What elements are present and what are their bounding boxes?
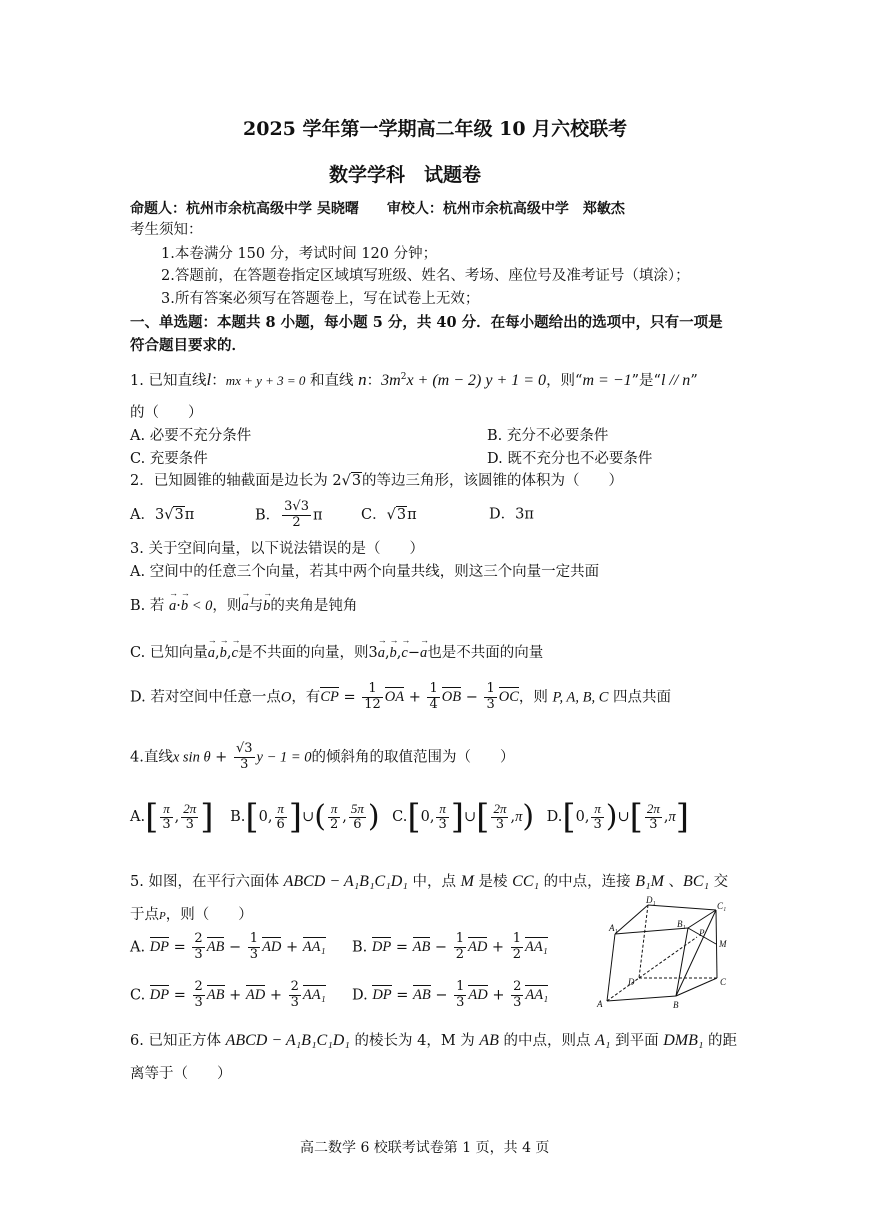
bracket-left: [ (145, 797, 159, 837)
q5-d-dp: DP (372, 987, 392, 1004)
q3-b-prefix: B. 若 (130, 598, 169, 614)
q2-c-root: 3 (396, 506, 407, 523)
bracket-right: ] (200, 797, 214, 837)
q5-b-f2 (511, 932, 523, 963)
q4-frac-den: 3 (240, 756, 249, 772)
q4-d-label: D. (546, 809, 563, 825)
q4-b-f3-den: 6 (353, 816, 362, 832)
paren-right: ) (605, 799, 618, 834)
q3-option-a[interactable]: A. 空间中的任意三个向量，若其中两个向量共线，则这三个向量一定共面 (130, 564, 600, 580)
q5-d-f1 (454, 980, 466, 1011)
q1-option-d[interactable]: D. 既不充分也不必要条件 (487, 451, 653, 467)
q4-c-f1-den: 3 (438, 816, 447, 832)
q5-a-label: A. (130, 939, 146, 956)
q5-body: ABCD − A₁B₁C₁D₁ (283, 873, 408, 890)
q3-d-end: 四点共面 (608, 689, 672, 706)
q4-options (130, 797, 690, 837)
paren-right: ) (367, 799, 380, 834)
q3-option-c[interactable]: C. 已知向量a →,b →,c →是不共面的向量，则3a →,b →,c →−a →也是不共面的向量 (130, 645, 543, 662)
q4-c-label: C. (392, 809, 408, 825)
q2-b-num: 3√3 (284, 499, 309, 514)
q2-c-pi: π (407, 506, 417, 523)
q5-b-minus: − (430, 939, 452, 956)
q4-a-f2-den: 3 (185, 816, 194, 832)
q2-option-b[interactable] (255, 500, 361, 531)
paren-right: ) (522, 799, 535, 834)
q4-b-f1-den: 6 (276, 816, 285, 832)
edge-c-c1 (716, 910, 717, 978)
q3-c-vec-c: c → (232, 645, 238, 662)
q5-b-ab: AB (412, 939, 431, 956)
q4-frac (234, 742, 255, 773)
q5-c-aa1: AA₁ (302, 987, 326, 1004)
q3-b-mid: ，则 (212, 598, 242, 614)
q5-c-f2 (289, 980, 301, 1011)
q3-b-vec-b2: b → (263, 598, 270, 615)
q3-d-eq: = (338, 689, 361, 706)
q5-c-f1-den: 3 (194, 994, 203, 1010)
q5-f: 交 (709, 874, 729, 890)
q3-c-prefix: C. 已知向量 (130, 645, 208, 661)
q4-b-f2-den: 2 (329, 816, 339, 832)
q4-c-f2-num: 2π (493, 800, 507, 816)
q5-a-dp: DP (149, 939, 170, 956)
q5-a-f1-den: 3 (194, 946, 203, 962)
q1-option-b[interactable]: B. 充分不必要条件 (487, 428, 609, 444)
q5-c-ab: AB (206, 987, 225, 1004)
paren-left: ( (314, 799, 326, 834)
union-icon: ∪ (302, 809, 315, 825)
q6-stem-cont: 离等于（ ） (130, 1066, 232, 1082)
notice-heading: 考生须知： (130, 222, 203, 238)
q2-stem-b: 的等边三角形，该圆锥的体积为（ ） (362, 473, 624, 489)
q1-option-a[interactable]: A. 必要不充分条件 (130, 428, 252, 444)
edge-b-b1 (676, 928, 688, 996)
q5-c-f1-num: 2 (194, 979, 203, 994)
q1-stem-tail: 的（ ） (130, 405, 203, 421)
q3-c-vec-b2: b → (390, 645, 397, 662)
q5-a-plus: + (281, 939, 303, 956)
q4-c-comma: , (429, 809, 435, 825)
q5-d-eq: = (391, 987, 414, 1004)
q5-stem (130, 872, 728, 891)
sqrt-icon: √ (341, 473, 351, 489)
q4-c-f1-num: π (436, 802, 448, 818)
union-icon: ∪ (617, 809, 630, 825)
label-p: P (699, 928, 705, 938)
q5-c-f2-num: 2 (290, 979, 299, 994)
q3-d-points: P, A, B, C (552, 689, 609, 706)
q5-a-eq: = (169, 939, 191, 956)
q3-d-then: ，则 (518, 689, 553, 706)
q3-d-plus: + (404, 689, 426, 706)
q4-d-f1-num: π (591, 802, 603, 818)
q3-d-f2-num: 1 (429, 681, 438, 696)
label-b1: B₁ (677, 919, 686, 929)
q5-option-c[interactable] (130, 980, 326, 1011)
q1-eq2-a: 3m (381, 372, 401, 389)
q3-d-has: ，有 (291, 689, 321, 706)
q3-c-tail: 也是不共面的向量 (427, 645, 544, 661)
page-footer: 高二数学 6 校联考试卷第 1 页，共 4 页 (300, 1140, 550, 1156)
q5-a-ab: AB (206, 939, 225, 956)
label-a: A (597, 999, 603, 1009)
q5-b-plus: + (487, 939, 509, 956)
exam-title: 2025 学年第一学期高二年级 10 月六校联考 (243, 118, 628, 140)
q3-d-f1-den: 12 (364, 696, 381, 712)
q3-d-oc: OC (498, 689, 519, 706)
q5-option-b[interactable] (352, 932, 548, 963)
q3-b-dot: · (176, 598, 181, 614)
bracket-left: [ (245, 797, 259, 837)
q5-d-aa1: AA₁ (525, 987, 549, 1004)
q5-e: 、 (663, 874, 684, 890)
q1-eq1: mx + y + 3 = 0 (225, 373, 306, 388)
q4-plus: + (210, 749, 232, 766)
q4-d-f1 (591, 802, 603, 833)
q4-d-f1-den: 3 (593, 816, 602, 832)
notice-item-2: 2.答题前，在答题卷指定区域填写班级、姓名、考场、座位号及准考证号（填涂）； (161, 268, 690, 284)
q4-a-label: A. (130, 809, 146, 825)
q4-c-zero: 0 (420, 809, 430, 825)
q2-a-root: 3 (174, 506, 184, 523)
q5-d-f2-num: 2 (513, 979, 522, 994)
q5-d-f2-den: 3 (513, 994, 522, 1010)
q5-b-f1-den: 2 (455, 946, 464, 962)
q3-b-lt: < 0 (188, 598, 213, 614)
q4-d-comma: , (584, 809, 590, 825)
q5-bc1: BC₁ (683, 873, 710, 890)
q2-option-c[interactable] (361, 507, 489, 524)
q5-point-m: M (460, 873, 474, 890)
q4-d-comma-2: , (663, 809, 669, 825)
q5-c-label: C. (130, 987, 146, 1004)
q3-stem: 3. 关于空间向量，以下说法错误的是（ ） (130, 541, 424, 557)
q5-a-f2-num: 1 (249, 931, 259, 946)
q4-xsin: x sin θ (172, 749, 211, 766)
q4-a-comma: , (174, 809, 180, 825)
q4-b-f3-num: 5π (350, 800, 364, 816)
q5-d-ab: AB (413, 987, 431, 1004)
q4-a-f1-num: π (160, 802, 172, 818)
q4-b-label: B. (230, 809, 246, 825)
q5-c-f1 (193, 980, 205, 1011)
q5-option-d[interactable] (352, 980, 548, 1011)
q4-b-comma: , (267, 809, 273, 825)
q5-d: 的中点，连接 (539, 874, 636, 890)
q3-d-ob: OB (441, 689, 462, 706)
q4-c-f2 (491, 802, 508, 833)
q4-b-f1-num: π (275, 802, 287, 818)
q5-b-ad: AD (467, 939, 488, 956)
q6-body: ABCD − A₁B₁C₁D₁ (225, 1032, 350, 1049)
q3-b-vec-a2: a → (241, 598, 248, 615)
edge-a1-d1 (615, 905, 648, 934)
q5-b-f2-num: 1 (512, 931, 521, 946)
q5-c-plus-2: + (265, 987, 287, 1004)
q4-b-f1 (275, 802, 287, 833)
notice-item-3: 3.所有答案必须写在答题卷上，写在试卷上无效； (161, 291, 480, 307)
q6-d: 到平面 (610, 1033, 664, 1049)
q1-colon: ： (211, 373, 226, 389)
q3-c-vec-a: a → (208, 645, 215, 662)
q3-d-f3-num: 1 (486, 681, 495, 696)
q3-d-f1-num: 1 (362, 682, 383, 698)
q4-d-f2-num: 2π (646, 800, 660, 816)
edge-d1-c1 (648, 905, 716, 910)
q5-c: 是棱 (473, 874, 513, 890)
q3-b-with: 与 (248, 598, 264, 614)
q3-d-cp: CP (320, 689, 339, 706)
q4-frac-num: √3 (235, 741, 253, 756)
q5-d-label: D. (352, 987, 368, 1004)
q2-stem (130, 473, 623, 490)
q5-a-f2-den: 3 (249, 946, 259, 962)
q5-l2-a: 于点 (130, 907, 159, 923)
q6-ab: AB (479, 1032, 499, 1049)
q5-d-minus: − (430, 987, 453, 1004)
q4-c-f1 (436, 802, 448, 833)
q5-c-plus: + (224, 987, 246, 1004)
label-a1: A₁ (609, 923, 618, 933)
q3-b-vec-b: b → (181, 598, 188, 615)
q1-option-c[interactable]: C. 充要条件 (130, 451, 208, 467)
label-c: C (720, 977, 727, 987)
label-c1: C₁ (717, 901, 727, 911)
q2-a-label: A．3 (130, 506, 165, 523)
q5-a: 5. 如图，在平行六面体 (130, 874, 284, 890)
q5-a-ad: AD (262, 939, 282, 956)
q3-c-vec-a2: a → (378, 645, 385, 662)
authors-line: 命题人：杭州市余杭高级中学 吴晓曙 审校人：杭州市余杭高级中学 郑敏杰 (130, 201, 625, 217)
q5-b-f1 (454, 932, 466, 963)
q2-c-label: C． (361, 506, 387, 523)
q4-d-zero: 0 (575, 809, 585, 825)
q4-a-f1-den: 3 (162, 816, 171, 832)
q2-root: 3 (351, 473, 362, 489)
q5-a-minus: − (224, 939, 246, 956)
q3-c-vec-b: b → (220, 645, 227, 662)
notice-item-1: 1.本卷满分 150 分，考试时间 120 分钟； (161, 246, 438, 262)
q4-d-pi: π (668, 809, 676, 825)
label-d: D (628, 977, 635, 987)
q1-is: ”是“ (631, 373, 661, 389)
q2-b-fraction (282, 500, 311, 531)
q3-b-vec-a: a → (169, 598, 176, 615)
q3-c-vec-a3: a → (420, 645, 427, 662)
q4-a-f2-num: 2π (183, 800, 197, 816)
q5-b-aa1: AA₁ (524, 939, 548, 956)
q2-b-den: 2 (292, 514, 301, 530)
q3-option-b[interactable] (130, 598, 357, 615)
bracket-right: ] (288, 797, 303, 837)
q1-then: ，则“ (546, 373, 583, 389)
q2-option-a[interactable] (130, 507, 255, 524)
q6-stem (130, 1031, 737, 1050)
q4-c-f2-den: 3 (495, 816, 505, 832)
bracket-left: [ (407, 797, 421, 837)
q2-option-d[interactable]: D．3π (489, 506, 534, 523)
q4-tail: y − 1 = 0 (256, 749, 312, 766)
q1-prefix: 1. 已知直线 (130, 373, 207, 389)
q1-eq2-sup: 2 (400, 372, 407, 383)
q5-b: 中，点 (407, 874, 461, 890)
q2-options (130, 500, 534, 531)
edge-a-a1 (607, 934, 615, 1001)
q5-b-eq: = (391, 939, 413, 956)
q5-point-p: P (159, 910, 166, 922)
q5-b-f1-num: 1 (455, 931, 464, 946)
sqrt-icon: √ (386, 506, 396, 523)
q3-d-prefix: D. 若对空间中任意一点 (130, 689, 281, 706)
edge-b-c (676, 978, 717, 996)
q6-plane: DMB₁ (663, 1032, 704, 1049)
q5-d-f1-num: 1 (456, 979, 465, 994)
q4-b-comma-2: , (342, 809, 347, 825)
q4-d-f2-den: 3 (649, 816, 658, 832)
q4-a-f2 (181, 802, 198, 833)
q3-d-frac-1 (362, 682, 383, 713)
q4-b-f3 (349, 802, 366, 833)
q6-c: 的中点，则点 (498, 1033, 596, 1049)
q1-and: 和直线 (305, 373, 359, 389)
q1-eq2-b: x + (m − 2) y + 1 = 0 (406, 372, 547, 389)
parallelepiped-figure (595, 895, 735, 1010)
q1-condition: m = −1 (582, 372, 632, 389)
q5-d-f2 (511, 980, 523, 1011)
q1-line-n: n (358, 370, 367, 389)
q5-a-aa1: AA₁ (302, 939, 326, 956)
q4-b-zero: 0 (258, 809, 268, 825)
q4-d-f2 (645, 802, 662, 833)
label-d1: D₁ (646, 895, 656, 905)
q3-d-oa: OA (384, 689, 405, 706)
bracket-left: [ (476, 797, 490, 837)
q3-d-frac-3 (484, 682, 496, 713)
q5-c-dp: DP (149, 987, 170, 1004)
q1-end-quote: ” (690, 373, 698, 389)
q1-stem (130, 370, 698, 390)
q4-c-comma-2: , (510, 809, 516, 825)
q5-c-f2-den: 3 (290, 994, 299, 1010)
q5-c-ad: AD (245, 987, 266, 1004)
union-icon: ∪ (464, 809, 477, 825)
q4-c-pi: π (515, 809, 523, 825)
q3-d-frac-2 (427, 682, 439, 713)
q5-d-f1-den: 3 (456, 994, 465, 1010)
q3-c-vec-c2: c → (401, 645, 407, 662)
q3-d-f3-den: 3 (486, 696, 495, 712)
q4-b-f2-num: π (328, 802, 340, 818)
q5-option-a[interactable] (130, 932, 326, 963)
q4-end: 的倾斜角的取值范围为（ ） (311, 749, 515, 766)
sqrt-icon: √ (164, 506, 174, 523)
q5-b1m: B₁M (635, 873, 664, 890)
q1-parallel: l // n (660, 372, 691, 389)
q4-a-f1 (160, 802, 172, 833)
q5-b-label: B. (352, 939, 368, 956)
q3-c-mid: 是不共面的向量，则3 (237, 645, 378, 661)
section-1-heading-cont: 符合题目要求的． (130, 337, 246, 354)
exam-subtitle: 数学学科 试题卷 (329, 164, 482, 186)
q5-d-plus: + (487, 987, 510, 1004)
q6-e: 的距 (703, 1033, 738, 1049)
q5-a-f1-num: 2 (194, 931, 203, 946)
q2-b-label: B． (255, 507, 281, 524)
section-1-heading: 一、单选题：本题共 8 小题，每小题 5 分，共 40 分．在每小题给出的选项中，只有一项是 (130, 314, 723, 331)
q3-option-d[interactable] (130, 682, 671, 713)
q6-a1: A₁ (595, 1032, 611, 1049)
q2-stem-a: 2．已知圆锥的轴截面是边长为 2 (130, 473, 342, 489)
label-b: B (673, 1000, 679, 1010)
q3-d-f2-den: 4 (429, 696, 438, 712)
bracket-right: ] (450, 797, 465, 837)
q4-stem (130, 742, 515, 773)
q5-b-dp: DP (371, 939, 392, 956)
q3-b-end: 的夹角是钝角 (270, 598, 358, 614)
q2-a-pi: π (184, 506, 195, 523)
q1-colon-2: ： (366, 373, 382, 389)
bracket-right: ] (675, 797, 690, 837)
q5-a-f2 (248, 932, 260, 963)
q5-a-f1 (192, 932, 204, 963)
q6-a: 6. 已知正方体 (130, 1033, 226, 1049)
q6-b: 的棱长为 4，M 为 (349, 1033, 480, 1049)
q4-b-f2 (328, 802, 340, 833)
q5-l2-b: ，则（ ） (165, 907, 253, 923)
q4-prefix: 4.直线 (130, 749, 173, 766)
edge-d-d1 (639, 905, 648, 978)
q5-d-ad: AD (468, 987, 488, 1004)
q3-d-o: O (280, 689, 292, 706)
bracket-left: [ (562, 797, 576, 837)
segment-d-p (639, 937, 697, 978)
q1-line-l: l (206, 370, 212, 389)
q5-c-eq: = (169, 987, 191, 1004)
q2-b-pi: π (312, 507, 323, 524)
edge-a-b (607, 996, 676, 1001)
bracket-left: [ (629, 797, 643, 837)
q5-b-f2-den: 2 (512, 946, 521, 962)
q3-d-minus: − (461, 689, 483, 706)
q5-stem-cont (130, 907, 253, 924)
q5-edge-cc1: CC₁ (512, 873, 540, 890)
label-m: M (719, 939, 727, 949)
